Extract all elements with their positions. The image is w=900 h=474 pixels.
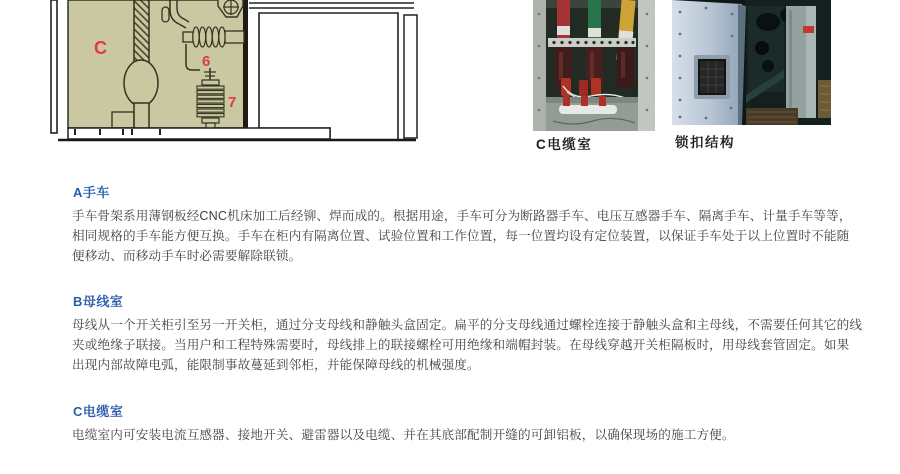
photo1-caption: C电缆室 (536, 137, 593, 152)
brand-mark (803, 26, 814, 33)
section-b-heading: B母线室 (73, 294, 124, 309)
photo1-svg (533, 0, 655, 131)
handcart-compartment (259, 13, 398, 139)
label-compartment-c: C (94, 38, 107, 58)
cable (134, 0, 149, 64)
section-b-busbar-room (72, 295, 872, 375)
section-a-handcart (72, 186, 872, 266)
section-c-heading: C电缆室 (73, 404, 124, 419)
section-a-line: 便移动、而移动手车时必需要解除联锁。 (72, 249, 302, 263)
photo-cable-compartment (533, 0, 655, 131)
cabinet-base (68, 128, 330, 139)
bushing-stem (183, 32, 193, 42)
photo2-svg (672, 0, 831, 125)
cable-lower-run (134, 103, 149, 128)
cabinet-front-door (404, 15, 417, 138)
label-part-6: 6 (202, 53, 211, 70)
section-a-heading: A手车 (73, 185, 110, 200)
cabinet-left-wall (51, 0, 57, 133)
switchgear-section-diagram (40, 0, 425, 148)
compartment-partition (243, 0, 248, 128)
section-a-line: 相同规格的手车能方便互换。手车在柜内有隔离位置、试验位置和工作位置，每一位置均设有定位装置，以保证手车处于以上位置时不能随 (72, 229, 850, 243)
section-b-line: 夹或绝缘子联接。当用户和工程特殊需要时，母线排上的联接螺栓可用绝缘和端帽封装。在母线穿越开关柜隔板时，用母线套管固定。如果 (72, 338, 850, 352)
photo2-caption: 锁扣结构 (675, 135, 735, 150)
photo-lock-structure (672, 0, 831, 125)
section-a-line: 手车骨架系用薄钢板经CNC机床加工后经铆、焊而成的。根据用途，手车可分为断路器手车、电压互感器手车、隔离手车、计量手车等等， (72, 209, 852, 223)
bushing-flange (225, 31, 244, 43)
cable-termination (124, 60, 158, 106)
diagram-svg (40, 0, 425, 148)
section-b-line: 出现内部故障电弧，能限制事故蔓延到邻柜，并能保障母线的机械强度。 (72, 358, 480, 372)
wall-bushing (193, 27, 225, 47)
section-c-line: 电缆室内可安装电流互感器、接地开关、避雷器以及电缆、并在其底部配制开缝的可卸铝板，以确保现场的施工方便。 (72, 428, 735, 442)
section-b-line: 母线从一个开关柜引至另一开关柜，通过分支母线和静触头盒固定。扁平的分支母线通过螺栓连接于静触头盒和主母线，不需要任何其它的线 (72, 318, 863, 332)
section-c-cable-room (72, 405, 872, 445)
label-part-7: 7 (228, 94, 237, 111)
